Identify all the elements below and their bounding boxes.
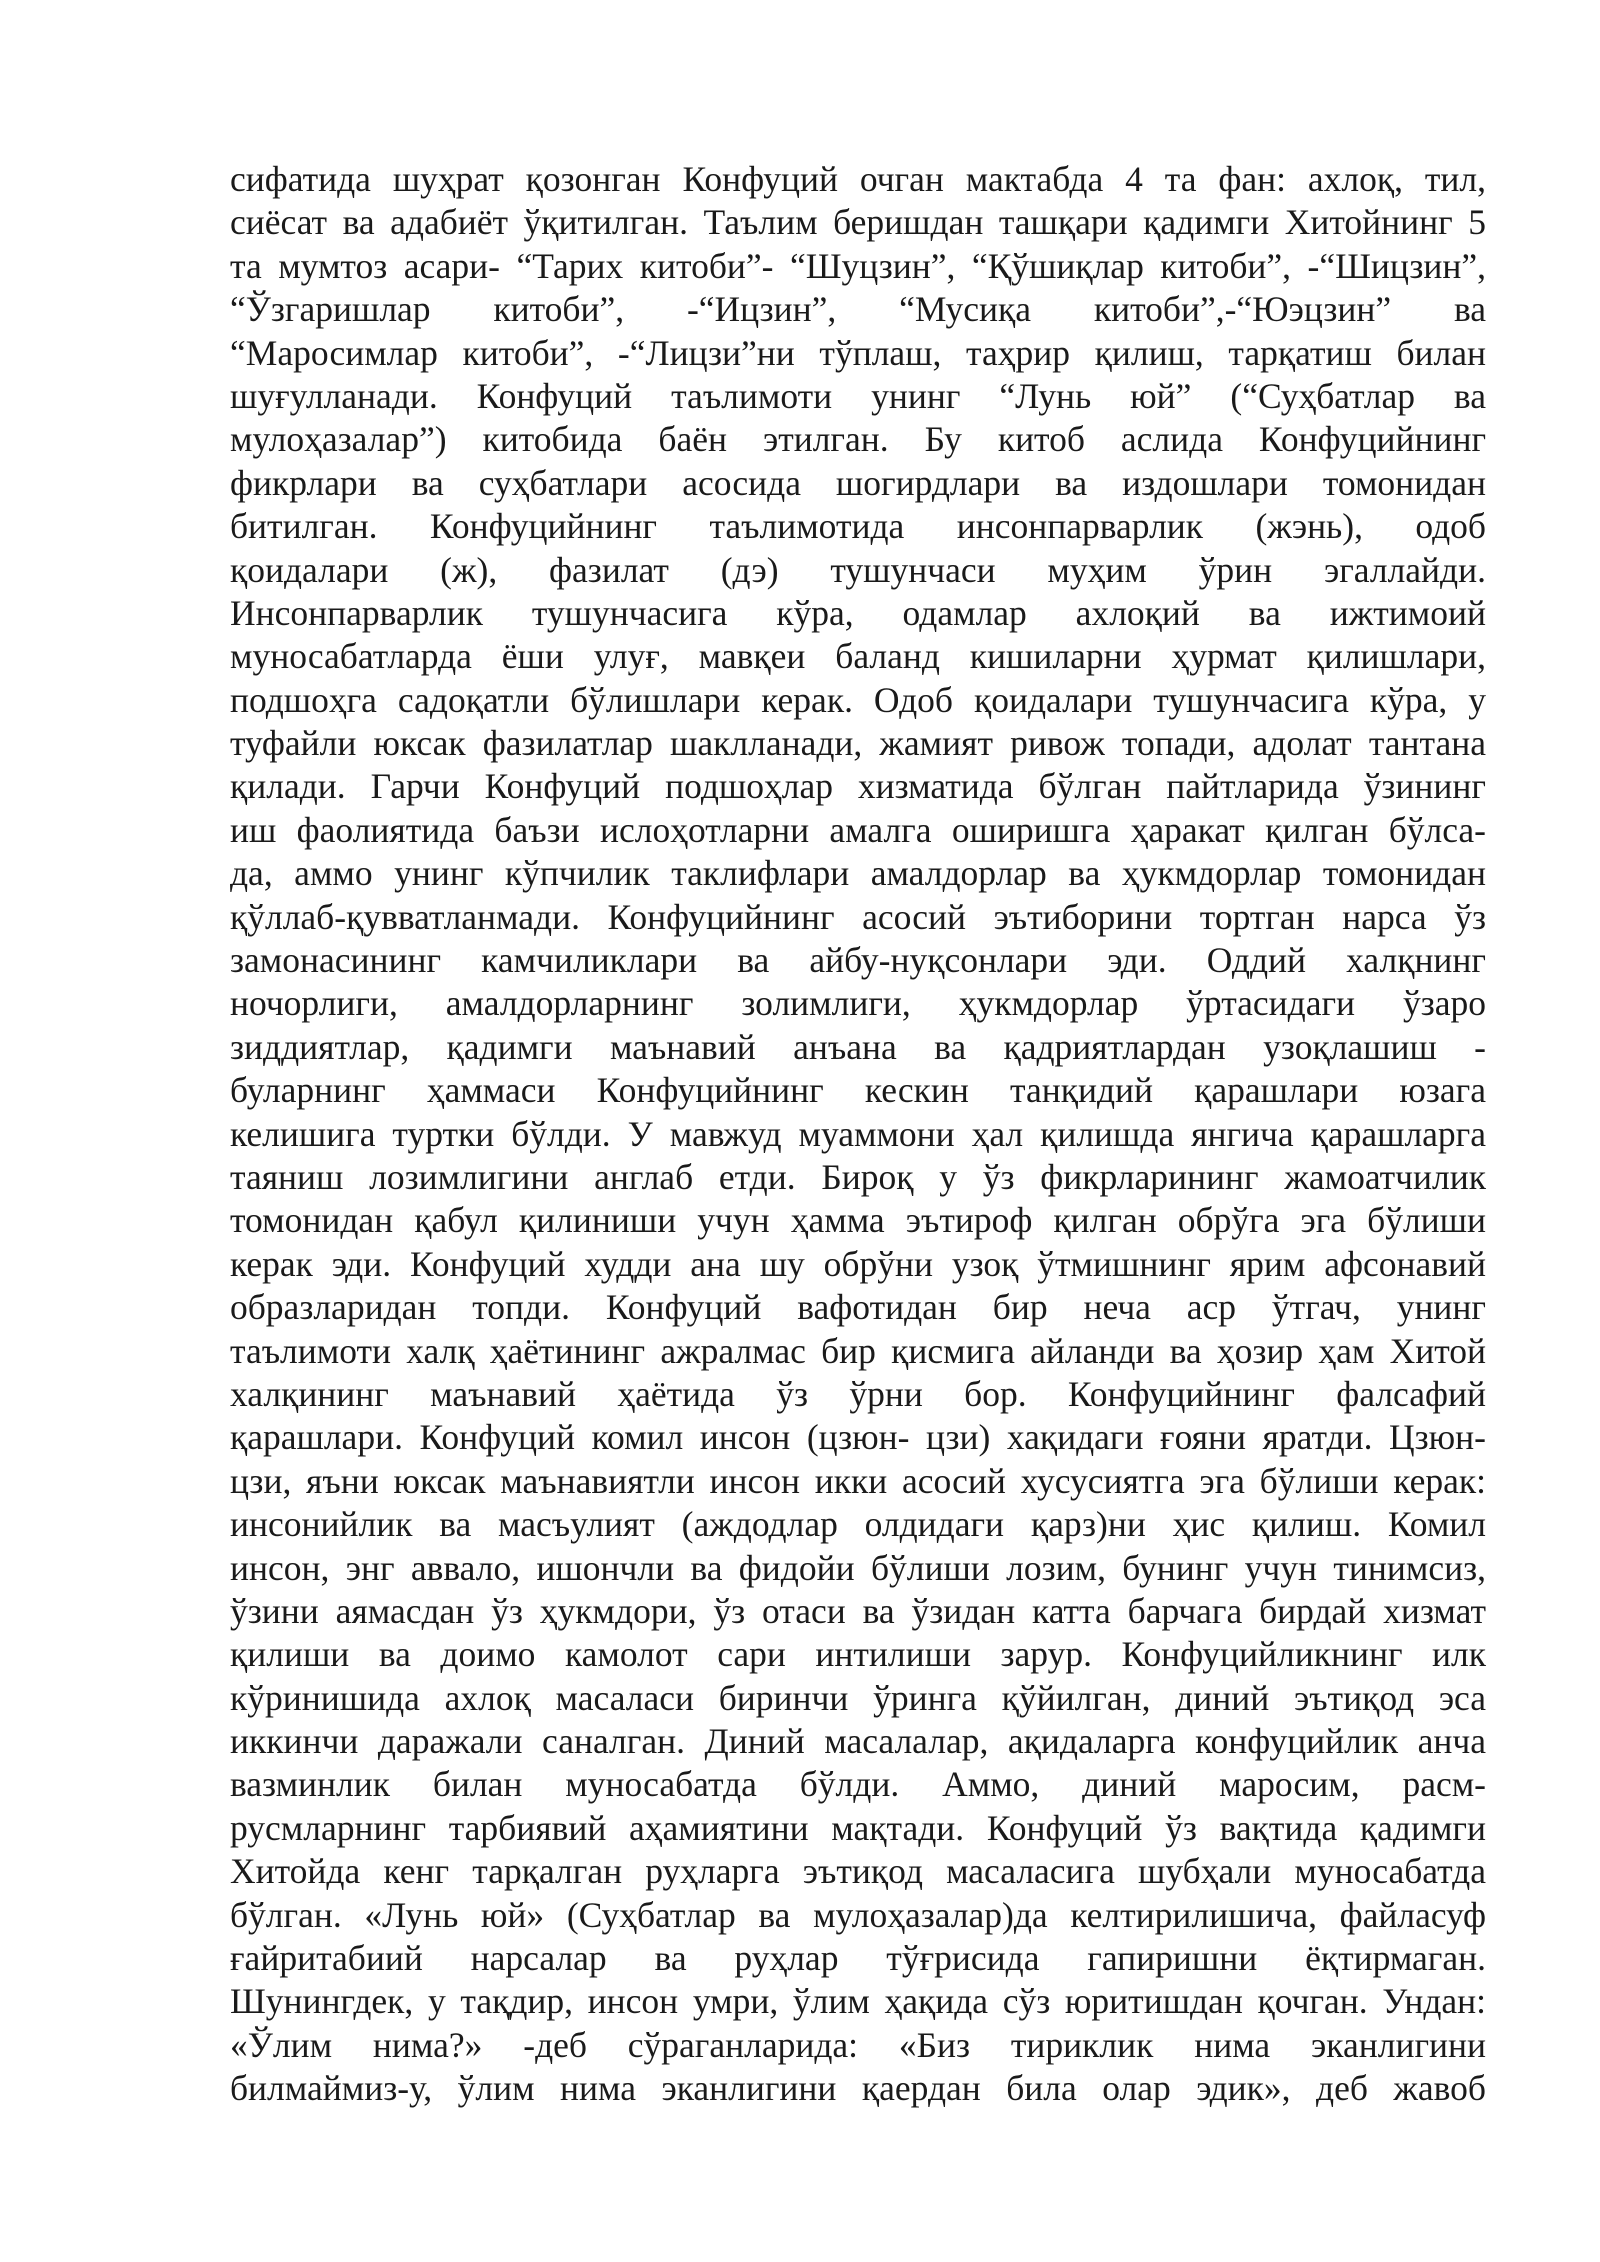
text-line: буларнинг ҳаммаси Конфуцийнинг кескин танқидий қарашлари юзага: [230, 1070, 1486, 1111]
body-text: [230, 158, 1486, 2111]
text-line: русмларнинг тарбиявий аҳамиятини мақтади. Конфуций ўз вақтида қадимги: [230, 1807, 1486, 1848]
text-line: ночорлиги, амалдорларнинг золимлиги, ҳукмдорлар ўртасидаги ўзаро: [230, 983, 1486, 1024]
text-line: қўллаб-қувватланмади. Конфуцийнинг асосий эътиборини тортган нарса ўз: [230, 896, 1486, 937]
text-line: халқининг маънавий ҳаётида ўз ўрни бор. Конфуцийнинг фалсафий: [230, 1373, 1486, 1414]
text-line: иккинчи даражали саналган. Диний масалалар, ақидаларга конфуцийлик анча: [230, 1721, 1486, 1762]
text-line: бўлган. «Лунь юй» (Суҳбатлар ва мулоҳазалар)да келтирилишича, файласуф: [230, 1894, 1486, 1935]
text-line: қоидалари (ж), фазилат (дэ) тушунчаси муҳим ўрин эгаллайди.: [230, 549, 1486, 590]
text-line: образларидан топди. Конфуций вафотидан бир неча аср ўтгач, унинг: [230, 1287, 1486, 1328]
text-line: “Ўзгаришлар китоби”, -“Ицзин”, “Мусиқа китоби”,-“Юэцзин” ва: [230, 289, 1486, 330]
text-line: томонидан қабул қилиниши учун ҳамма эътироф қилган обрўга эга бўлиши: [230, 1200, 1486, 1241]
text-line: зиддиятлар, қадимги маънавий анъана ва қадриятлардан узоқлашиш -: [230, 1026, 1486, 1067]
text-line: ўзини аямасдан ўз ҳукмдори, ўз отаси ва ўзидан катта барчага бирдай хизмат: [230, 1590, 1486, 1631]
text-line: кўринишида ахлоқ масаласи биринчи ўринга қўйилган, диний эътиқод эса: [230, 1677, 1486, 1718]
text-line: мулоҳазалар”) китобида баён этилган. Бу китоб аслида Конфуцийнинг: [230, 419, 1486, 460]
text-line: замонасининг камчиликлари ва айбу-нуқсонлари эди. Оддий халқнинг: [230, 940, 1486, 981]
text-line: муносабатларда ёши улуғ, мавқеи баланд кишиларни ҳурмат қилишлари,: [230, 636, 1486, 677]
text-line: керак эди. Конфуций худди ана шу обрўни узоқ ўтмишнинг ярим афсонавий: [230, 1243, 1486, 1284]
text-line: шуғулланади. Конфуций таълимоти унинг “Лунь юй” (“Суҳбатлар ва: [230, 375, 1486, 416]
text-line: сиёсат ва адабиёт ўқитилган. Таълим беришдан ташқари қадимги Хитойнинг 5: [230, 202, 1486, 243]
text-line: «Ўлим нима?» -деб сўраганларида: «Биз тириклик нима эканлигини: [230, 2024, 1486, 2065]
text-line: қилади. Гарчи Конфуций подшоҳлар хизматида бўлган пайтларида ўзининг: [230, 766, 1486, 807]
text-line: да, аммо унинг кўпчилик таклифлари амалдорлар ва ҳукмдорлар томонидан: [230, 853, 1486, 894]
text-line: инсон, энг аввало, ишончли ва фидойи бўлиши лозим, бунинг учун тинимсиз,: [230, 1547, 1486, 1588]
text-line: цзи, яъни юксак маънавиятли инсон икки асосий хусусиятга эга бўлиши керак:: [230, 1460, 1486, 1501]
text-line: қарашлари. Конфуций комил инсон (цзюн- цзи) хақидаги ғояни яратди. Цзюн-: [230, 1417, 1486, 1458]
text-line: таълимоти халқ ҳаётининг ажралмас бир қисмига айланди ва ҳозир ҳам Хитой: [230, 1330, 1486, 1371]
text-line: битилган. Конфуцийнинг таълимотида инсонпарварлик (жэнь), одоб: [230, 506, 1486, 547]
text-line: та мумтоз асари- “Тарих китоби”- “Шуцзин”, “Қўшиқлар китоби”, -“Шицзин”,: [230, 245, 1486, 286]
text-line: туфайли юксак фазилатлар шаклланади, жамият ривож топади, адолат тантана: [230, 723, 1486, 764]
text-line: “Маросимлар китоби”, -“Лицзи”ни тўплаш, таҳрир қилиш, тарқатиш билан: [230, 332, 1486, 373]
text-line: подшоҳга садоқатли бўлишлари керак. Одоб қоидалари тушунчасига кўра, у: [230, 679, 1486, 720]
text-line: Хитойда кенг тарқалган руҳларга эътиқод масаласига шубҳали муносабатда: [230, 1851, 1486, 1892]
text-line: Инсонпарварлик тушунчасига кўра, одамлар ахлоқий ва ижтимоий: [230, 592, 1486, 633]
text-line: вазминлик билан муносабатда бўлди. Аммо, диний маросим, расм-: [230, 1764, 1486, 1805]
text-line: инсонийлик ва масъулият (аждодлар олдидаги қарз)ни ҳис қилиш. Комил: [230, 1504, 1486, 1545]
text-line: иш фаолиятида баъзи ислоҳотларни амалга оширишга ҳаракат қилган бўлса-: [230, 809, 1486, 850]
text-line: ғайритабиий нарсалар ва руҳлар тўғрисида гапиришни ёқтирмаган.: [230, 1938, 1486, 1979]
text-line: келишига туртки бўлди. У мавжуд муаммони ҳал қилишда янгича қарашларга: [230, 1113, 1486, 1154]
text-line: таяниш лозимлигини англаб етди. Бироқ у ўз фикрларининг жамоатчилик: [230, 1156, 1486, 1197]
text-line: фикрлари ва суҳбатлари асосида шогирдлари ва издошлари томонидан: [230, 462, 1486, 503]
text-line: Шунингдек, у тақдир, инсон умри, ўлим ҳақида сўз юритишдан қочган. Ундан:: [230, 1981, 1486, 2022]
text-line: билмаймиз-у, ўлим нима эканлигини қаердан била олар эдик», деб жавоб: [230, 2068, 1486, 2109]
text-line: сифатида шуҳрат қозонган Конфуций очган мактабда 4 та фан: ахлоқ, тил,: [230, 159, 1486, 199]
text-line: қилиши ва доимо камолот сари интилиши зарур. Конфуцийликнинг илк: [230, 1634, 1486, 1675]
